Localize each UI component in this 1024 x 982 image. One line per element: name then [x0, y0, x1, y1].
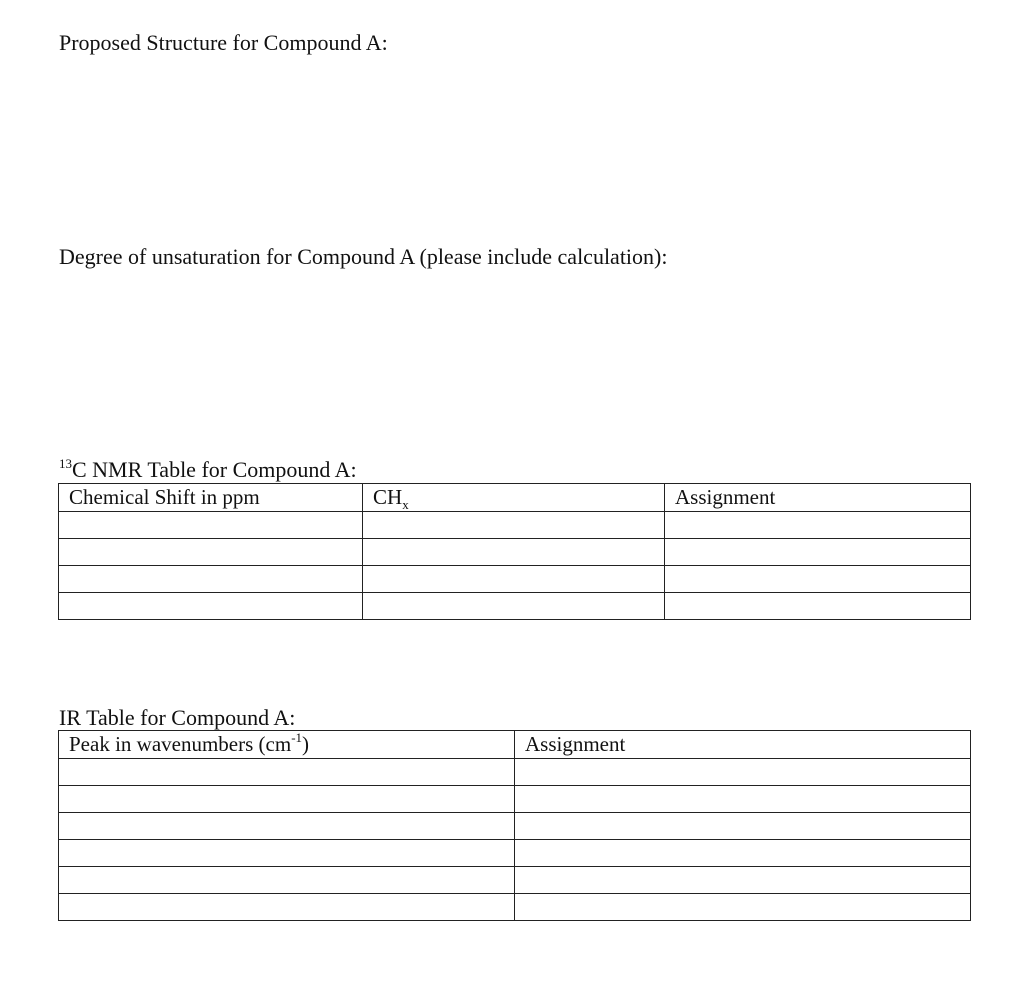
nmr-table-row-cell[interactable]: [363, 566, 665, 593]
ir-table-row-cell[interactable]: [515, 786, 971, 813]
ir-table: [58, 730, 971, 921]
nmr-table-row-cell[interactable]: [363, 539, 665, 566]
ir-col-assignment: Assignment: [515, 731, 971, 759]
nmr-heading-text: C NMR Table for Compound A:: [72, 457, 357, 482]
nmr-col-chx-subscript: x: [402, 497, 409, 512]
ir-table-row-cell[interactable]: [59, 894, 515, 921]
nmr-col-chemical-shift: Chemical Shift in ppm: [59, 484, 363, 512]
ir-table-row-cell[interactable]: [59, 786, 515, 813]
ir-table-row-cell[interactable]: [515, 867, 971, 894]
ir-col-peak-superscript: -1: [291, 730, 303, 745]
nmr-table-row: [59, 566, 971, 593]
nmr-table-row-cell[interactable]: [665, 512, 971, 539]
ir-col-peak: [59, 731, 515, 759]
ir-table-row: [59, 894, 971, 921]
nmr-col-chx: [363, 484, 665, 512]
ir-table-row: [59, 786, 971, 813]
nmr-table-row-cell[interactable]: [363, 512, 665, 539]
ir-table-row: [59, 840, 971, 867]
ir-table-row-cell[interactable]: [515, 813, 971, 840]
ir-table-row-cell[interactable]: [59, 759, 515, 786]
ir-table-row-cell[interactable]: [59, 813, 515, 840]
nmr-table-row-cell[interactable]: [363, 593, 665, 620]
ir-col-peak-main: Peak in wavenumbers (cm: [69, 732, 292, 756]
structure-heading: Proposed Structure for Compound A:: [59, 30, 388, 55]
ir-table-row-cell[interactable]: [59, 840, 515, 867]
nmr-table-row-cell[interactable]: [665, 539, 971, 566]
nmr-table-row-cell[interactable]: [59, 539, 363, 566]
nmr-isotope-superscript: 13: [59, 455, 72, 471]
ir-table-row: [59, 759, 971, 786]
ir-table-heading: IR Table for Compound A:: [59, 705, 296, 730]
nmr-col-chx-main: CH: [373, 485, 403, 509]
nmr-header-row: [59, 484, 971, 512]
ir-table-row-cell[interactable]: [59, 867, 515, 894]
nmr-table-row: [59, 593, 971, 620]
ir-table-row: [59, 867, 971, 894]
nmr-table-row: [59, 512, 971, 539]
ir-table-row-cell[interactable]: [515, 840, 971, 867]
unsaturation-heading: Degree of unsaturation for Compound A (please include calculation):: [59, 244, 668, 269]
nmr-table-heading: [59, 457, 357, 483]
nmr-table-row-cell[interactable]: [59, 566, 363, 593]
nmr-table-row: [59, 539, 971, 566]
ir-table-row: [59, 813, 971, 840]
nmr-table-row-cell[interactable]: [59, 512, 363, 539]
nmr-table-row-cell[interactable]: [59, 593, 363, 620]
nmr-col-assignment: Assignment: [665, 484, 971, 512]
ir-table-row-cell[interactable]: [515, 759, 971, 786]
ir-col-peak-close: ): [302, 732, 310, 756]
ir-header-row: [59, 731, 971, 759]
nmr-table: [58, 483, 971, 620]
ir-table-row-cell[interactable]: [515, 894, 971, 921]
nmr-table-row-cell[interactable]: [665, 593, 971, 620]
nmr-table-row-cell[interactable]: [665, 566, 971, 593]
